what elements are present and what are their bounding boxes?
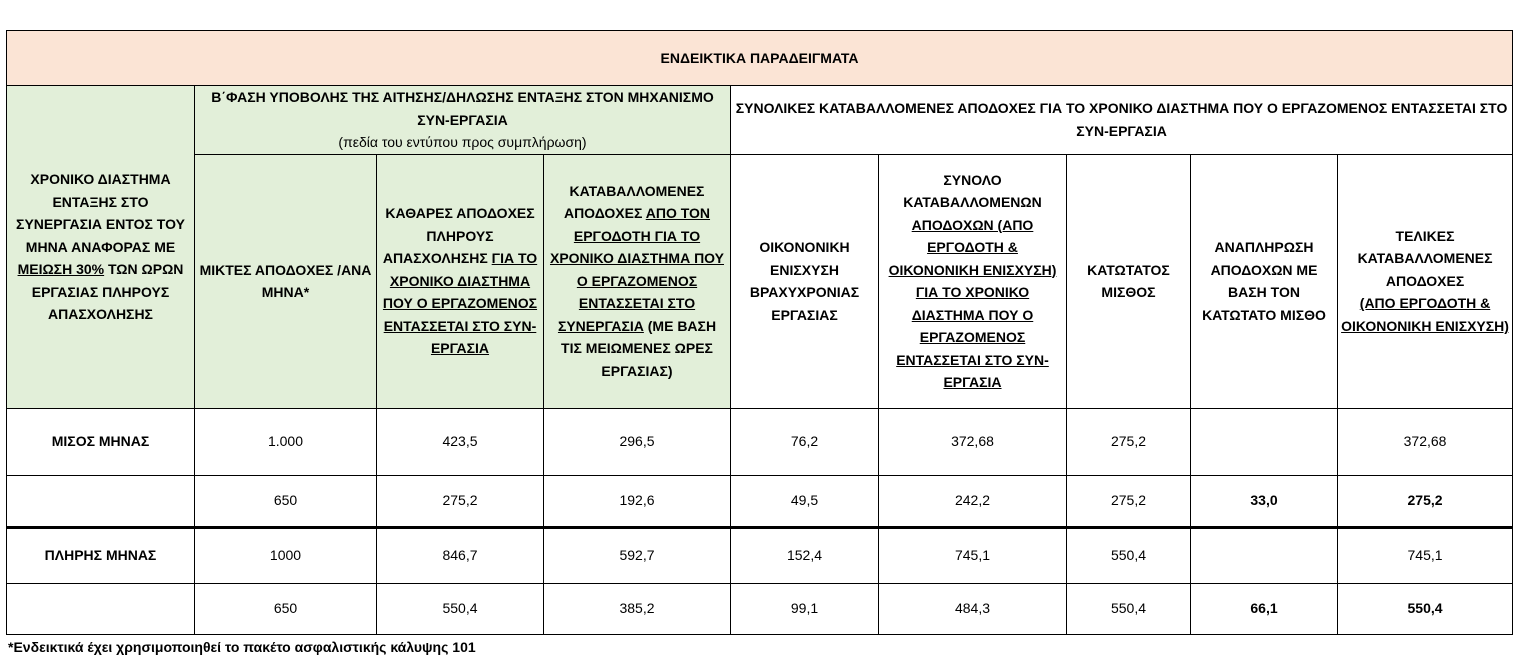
table-title: ΕΝΔΕΙΚΤΙΚΑ ΠΑΡΑΔΕΙΓΜΑΤΑ	[7, 31, 1513, 86]
final-cell: 372,68	[1338, 408, 1513, 475]
table-row	[7, 583, 1513, 634]
topup-cell	[1191, 527, 1338, 583]
period-cell: ΜΙΣΟΣ ΜΗΝΑΣ	[7, 408, 195, 475]
support-cell: 152,4	[731, 527, 879, 583]
support-cell: 76,2	[731, 408, 879, 475]
paid-cell: 592,7	[544, 527, 731, 583]
net-cell: 550,4	[377, 583, 544, 634]
paid-cell: 296,5	[544, 408, 731, 475]
gross-cell: 650	[195, 475, 377, 527]
net-cell: 275,2	[377, 475, 544, 527]
paid-header: ΚΑΤΑΒΑΛΛΟΜΕΝΕΣ ΑΠΟΔΟΧΕΣ ΑΠΟ ΤΟΝ ΕΡΓΟΔΟΤΗ ΓΙΑ ΤΟ ΧΡΟΝΙΚΟ ΔΙΑΣΤΗΜΑ ΠΟΥ Ο ΕΡΓΑΖΟΜΕΝΟΣ ΕΝΤΑΣΣΕΤΑΙ ΣΤΟ ΣΥΝΕΡΓΑΣΙΑ (ΜΕ ΒΑΣΗ ΤΙΣ ΜΕΙΩΜΕΝΕΣ ΩΡΕΣ ΕΡΓΑΣΙΑΣ)	[544, 154, 731, 408]
minwage-cell: 550,4	[1067, 583, 1191, 634]
final-cell: 275,2	[1338, 475, 1513, 527]
final-cell: 550,4	[1338, 583, 1513, 634]
period-cell	[7, 475, 195, 527]
minwage-cell: 275,2	[1067, 408, 1191, 475]
topup-cell	[1191, 408, 1338, 475]
period-header: ΧΡΟΝΙΚΟ ΔΙΑΣΤΗΜΑ ΕΝΤΑΞΗΣ ΣΤΟ ΣΥΝΕΡΓΑΣΙΑ ΕΝΤΟΣ ΤΟΥ ΜΗΝΑ ΑΝΑΦΟΡΑΣ ΜΕ ΜΕΙΩΣΗ 30% ΤΩΝ ΩΡΩΝ ΕΡΓΑΣΙΑΣ ΠΛΗΡΟΥΣ ΑΠΑΣΧΟΛΗΣΗΣ	[7, 86, 195, 409]
period-cell	[7, 583, 195, 634]
table-row	[7, 475, 1513, 527]
gross-header: ΜΙΚΤΕΣ ΑΠΟΔΟΧΕΣ /ΑΝΑ ΜΗΝΑ*	[195, 154, 377, 408]
net-cell: 423,5	[377, 408, 544, 475]
table-row	[7, 408, 1513, 475]
final-header: ΤΕΛΙΚΕΣ ΚΑΤΑΒΑΛΛΟΜΕΝΕΣ ΑΠΟΔΟΧΕΣ (ΑΠΟ ΕΡΓΟΔΟΤΗ & ΟΙΚΟΝΟΝΙΚΗ ΕΝΙΣΧΥΣΗ)	[1338, 154, 1513, 408]
minwage-header: ΚΑΤΩΤΑΤΟΣ ΜΙΣΘΟΣ	[1067, 154, 1191, 408]
table-row	[7, 527, 1513, 583]
sum-cell: 242,2	[879, 475, 1067, 527]
footnote: *Ενδεικτικά έχει χρησιμοποιηθεί το πακέτο ασφαλιστικής κάλυψης 101	[8, 639, 476, 655]
topup-cell: 33,0	[1191, 475, 1338, 527]
examples-table	[6, 30, 1513, 635]
paid-cell: 385,2	[544, 583, 731, 634]
sum-cell: 745,1	[879, 527, 1067, 583]
net-cell: 846,7	[377, 527, 544, 583]
phase-b-header: Β΄ΦΑΣΗ ΥΠΟΒΟΛΗΣ ΤΗΣ ΑΙΤΗΣΗΣ/ΔΗΛΩΣΗΣ ΕΝΤΑΞΗΣ ΣΤΟΝ ΜΗΧΑΝΙΣΜΟ ΣΥΝ-ΕΡΓΑΣΙΑ (πεδία του εντύπου προς συμπλήρωση)	[195, 86, 731, 155]
minwage-cell: 550,4	[1067, 527, 1191, 583]
gross-cell: 1.000	[195, 408, 377, 475]
sum-cell: 484,3	[879, 583, 1067, 634]
support-cell: 99,1	[731, 583, 879, 634]
support-header: ΟΙΚΟΝΟΝΙΚΗ ΕΝΙΣΧΥΣΗ ΒΡΑΧΥΧΡΟΝΙΑΣ ΕΡΓΑΣΙΑΣ	[731, 154, 879, 408]
topup-header: ΑΝΑΠΛΗΡΩΣΗ ΑΠΟΔΟΧΩΝ ΜΕ ΒΑΣΗ ΤΟΝ ΚΑΤΩΤΑΤΟ ΜΙΣΘΟ	[1191, 154, 1338, 408]
total-paid-header: ΣΥΝΟΛΙΚΕΣ ΚΑΤΑΒΑΛΛΟΜΕΝΕΣ ΑΠΟΔΟΧΕΣ ΓΙΑ ΤΟ ΧΡΟΝΙΚΟ ΔΙΑΣΤΗΜΑ ΠΟΥ Ο ΕΡΓΑΖΟΜΕΝΟΣ ΕΝΤΑΣΣΕΤΑΙ ΣΤΟ ΣΥΝ-ΕΡΓΑΣΙΑ	[731, 86, 1513, 155]
support-cell: 49,5	[731, 475, 879, 527]
period-cell: ΠΛΗΡΗΣ ΜΗΝΑΣ	[7, 527, 195, 583]
minwage-cell: 275,2	[1067, 475, 1191, 527]
topup-cell: 66,1	[1191, 583, 1338, 634]
final-cell: 745,1	[1338, 527, 1513, 583]
net-header: ΚΑΘΑΡΕΣ ΑΠΟΔΟΧΕΣ ΠΛΗΡΟΥΣ ΑΠΑΣΧΟΛΗΣΗΣ ΓΙΑ ΤΟ ΧΡΟΝΙΚΟ ΔΙΑΣΤΗΜΑ ΠΟΥ Ο ΕΡΓΑΖΟΜΕΝΟΣ ΕΝΤΑΣΣΕΤΑΙ ΣΤΟ ΣΥΝ-ΕΡΓΑΣΙΑ	[377, 154, 544, 408]
sum-cell: 372,68	[879, 408, 1067, 475]
gross-cell: 1000	[195, 527, 377, 583]
paid-cell: 192,6	[544, 475, 731, 527]
sum-header: ΣΥΝΟΛΟ ΚΑΤΑΒΑΛΛΟΜΕΝΩΝ ΑΠΟΔΟΧΩΝ (ΑΠΟ ΕΡΓΟΔΟΤΗ & ΟΙΚΟΝΟΝΙΚΗ ΕΝΙΣΧΥΣΗ) ΓΙΑ ΤΟ ΧΡΟΝΙΚΟ ΔΙΑΣΤΗΜΑ ΠΟΥ Ο ΕΡΓΑΖΟΜΕΝΟΣ ΕΝΤΑΣΣΕΤΑΙ ΣΤΟ ΣΥΝ-ΕΡΓΑΣΙΑ	[879, 154, 1067, 408]
gross-cell: 650	[195, 583, 377, 634]
